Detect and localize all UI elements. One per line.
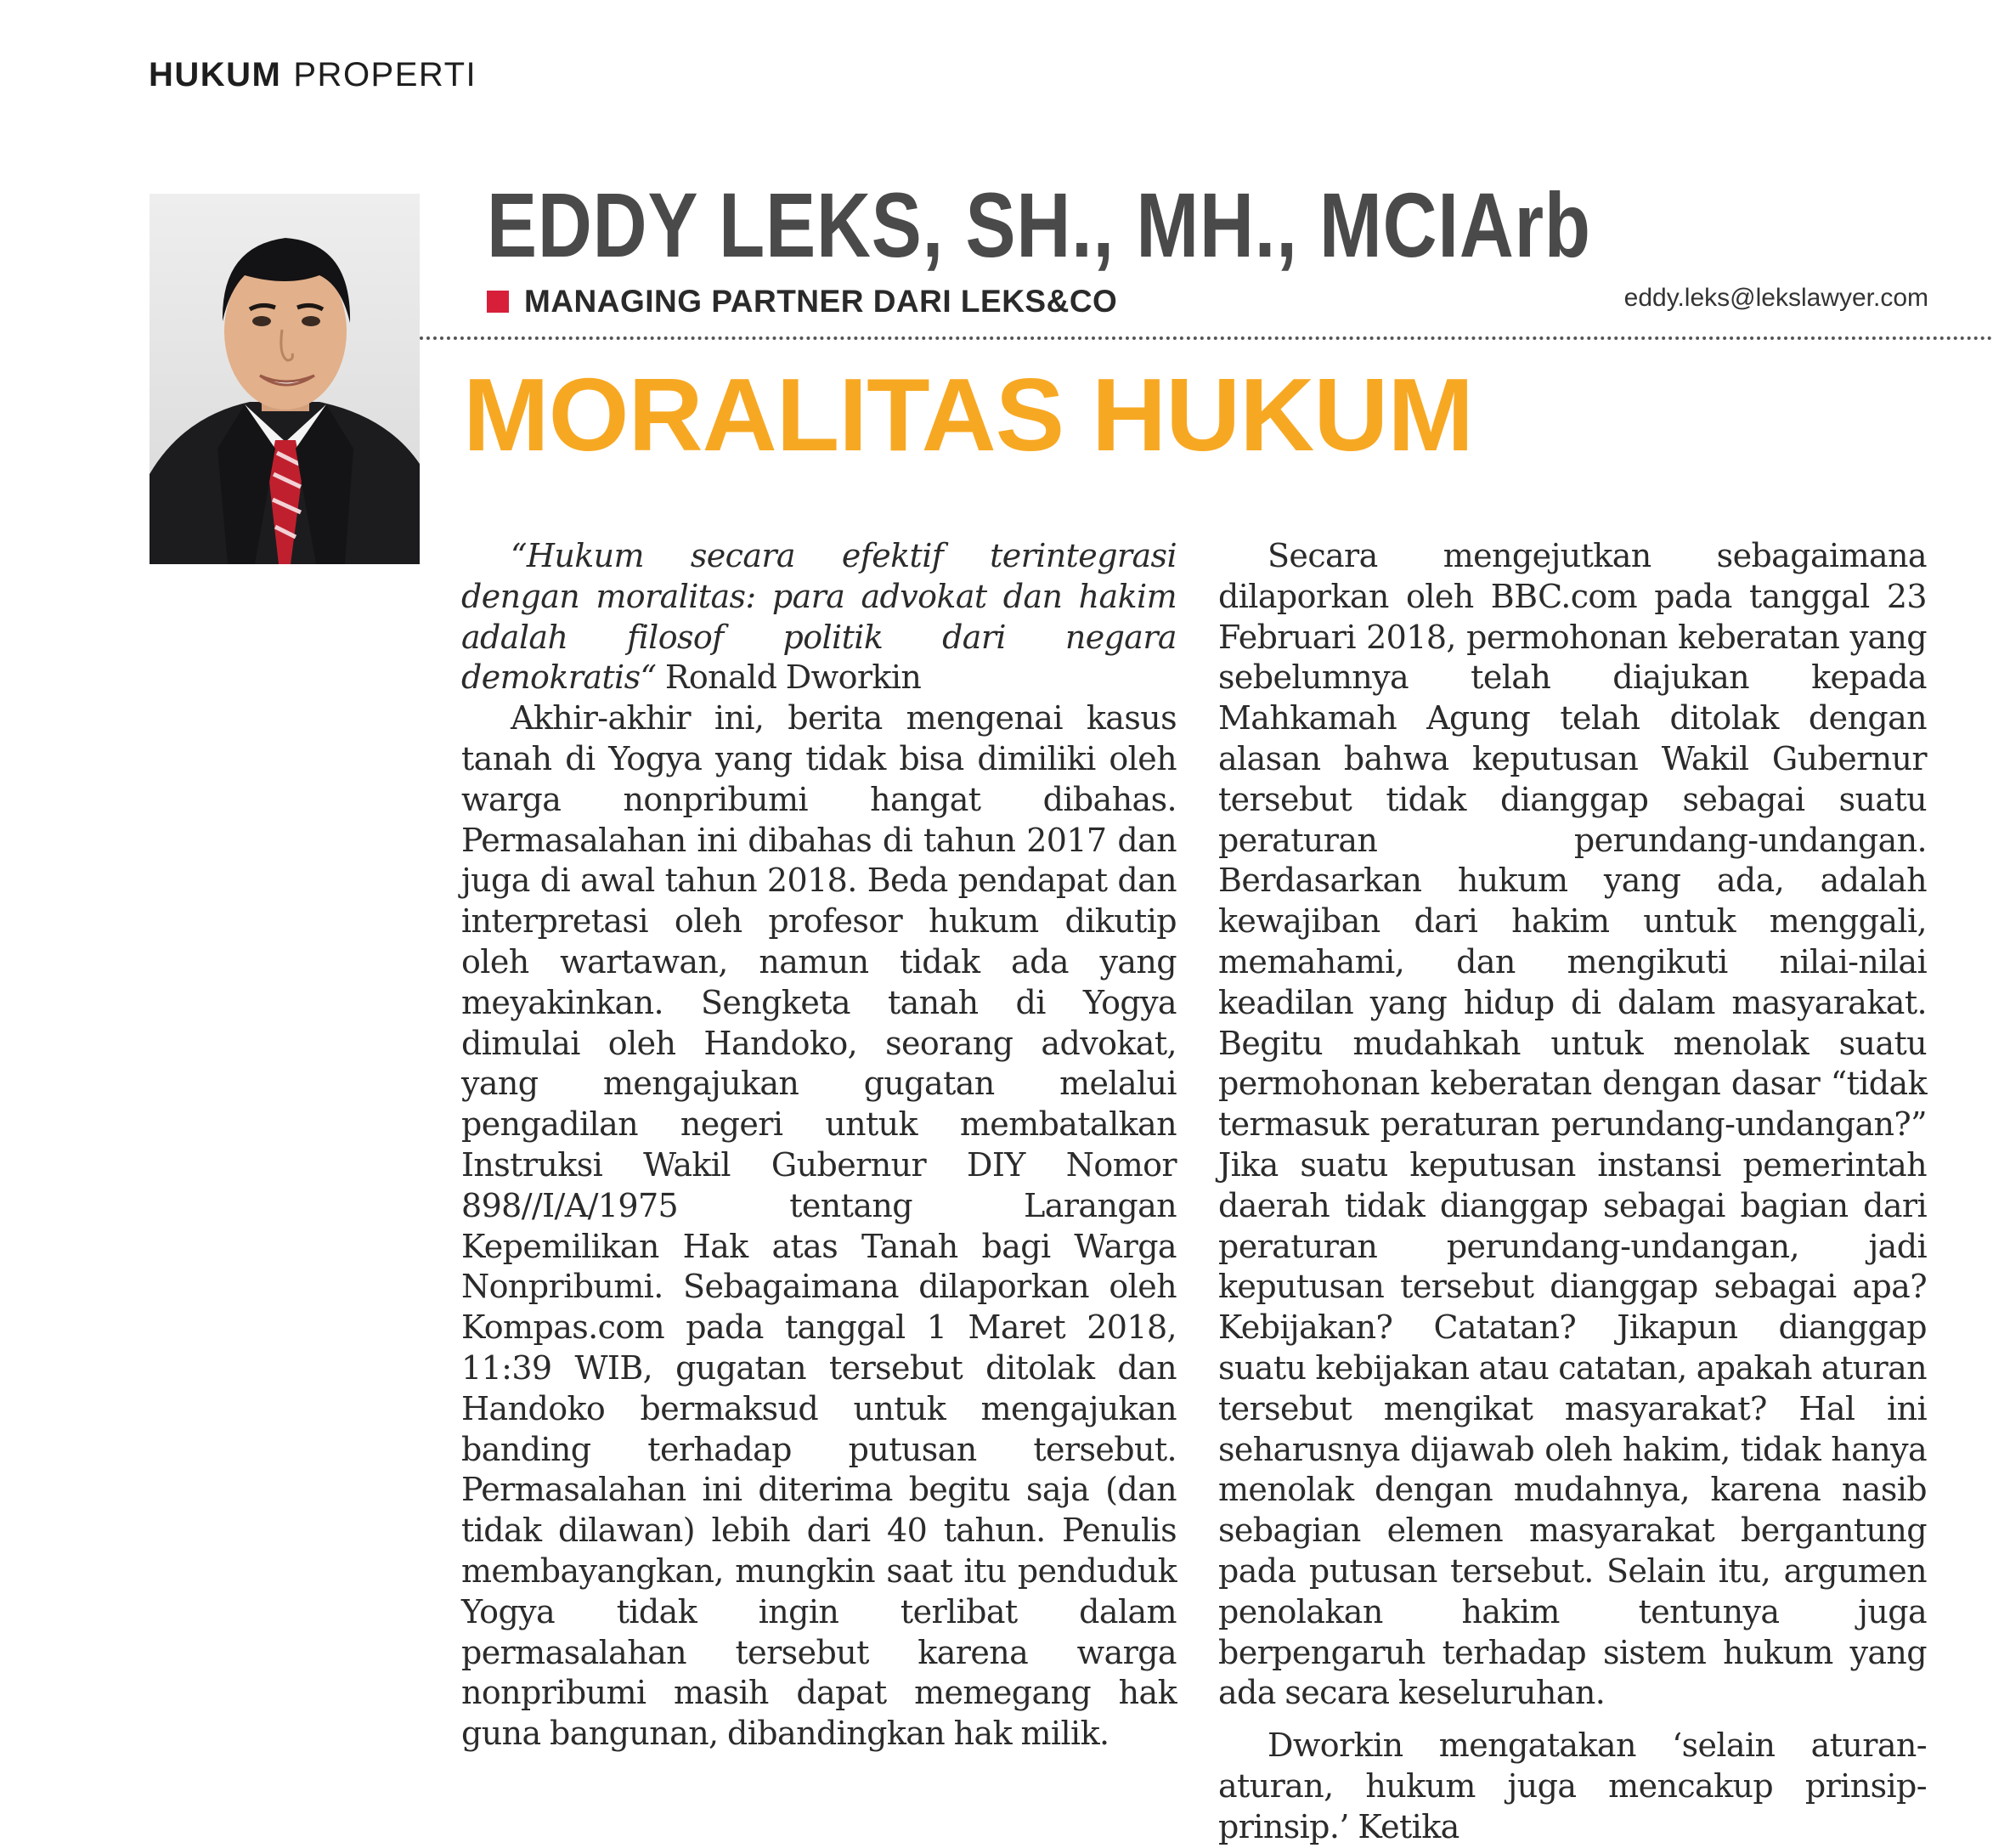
opening-quote-paragraph <box>461 536 1177 698</box>
author-role-line <box>487 283 1117 320</box>
article-column-right <box>1218 536 1927 1848</box>
role-marker-icon <box>487 291 509 313</box>
author-email[interactable]: eddy.leks@lekslawyer.com <box>1623 284 1928 312</box>
section-label-bold: HUKUM <box>149 56 282 93</box>
opening-quote: “Hukum secara efektif terintegrasi dengan moralitas: para advokat dan hakim adalah filosof politik dari negara demokratis“ <box>461 537 1177 697</box>
dotted-divider <box>420 336 1993 340</box>
article-column-left <box>461 536 1177 1755</box>
section-label <box>149 56 477 94</box>
author-role: MANAGING PARTNER DARI LEKS&CO <box>524 284 1118 319</box>
body-paragraph: Akhir-akhir ini, berita mengenai kasus tanah di Yogya yang tidak bisa dimiliki oleh warga nonpribumi hangat dibahas. Permasalahan ini dibahas di tahun 2017 dan juga di awal tahun 2018. Beda pendapat dan interpretasi oleh profesor hukum dikutip oleh wartawan, namun tidak ada yang meyakinkan. Sengketa tanah di Yogya dimulai oleh Handoko, seorang advokat, yang mengajukan gugatan melalui pengadilan negeri untuk membatalkan Instruksi Wakil Gubernur DIY Nomor 898//I/A/1975 tentang Larangan Kepemilikan Hak atas Tanah bagi Warga Nonpribumi. Sebagaimana dilaporkan oleh Kompas.com pada tanggal 1 Maret 2018, 11:39 WIB, gugatan tersebut ditolak dan Handoko bermaksud untuk mengajukan banding terhadap putusan tersebut. Permasalahan ini diterima begitu saja (dan tidak dilawan) lebih dari 40 tahun. Penulis membayangkan, mungkin saat itu penduduk Yogya tidak ingin terlibat dalam permasalahan tersebut karena warga nonpribumi masih dapat memegang hak guna bangunan, dibandingkan hak milik. <box>461 699 1177 1753</box>
author-photo <box>150 194 420 564</box>
article-headline: MORALITAS HUKUM <box>463 357 1474 472</box>
body-paragraph: Dworkin mengatakan ‘selain aturan-aturan, hukum juga mencakup prinsip-prinsip.’ Ketika <box>1218 1726 1927 1845</box>
quote-author: Ronald Dworkin <box>664 658 922 697</box>
body-paragraph: Secara mengejutkan sebagaimana dilaporkan oleh BBC.com pada tanggal 23 Februari 2018, permohonan keberatan yang sebelumnya telah diajukan kepada Mahkamah Agung telah ditolak dengan alasan bahwa keputusan Wakil Gubernur tersebut tidak dianggap sebagai suatu peraturan perundang-undangan. Berdasarkan hukum yang ada, adalah kewajiban dari hakim untuk menggali, memahami, dan mengikuti nilai-nilai keadilan yang hidup di dalam masyarakat. Begitu mudahkah untuk menolak suatu permohonan keberatan dengan dasar “tidak termasuk peraturan perundang-undangan?” Jika suatu keputusan instansi pemerintah daerah tidak dianggap sebagai bagian dari peraturan perundang-undangan, jadi keputusan tersebut dianggap sebagai apa? Kebijakan? Catatan? Jikapun dianggap suatu kebijakan atau catatan, apakah aturan tersebut mengikat masyarakat? Hal ini seharusnya dijawab oleh hakim, tidak hanya menolak dengan mudahnya, karena nasib sebagian elemen masyarakat bergantung pada putusan tersebut. Selain itu, argumen penolakan hakim tentunya juga berpengaruh terhadap sistem hukum yang ada secara keseluruhan. <box>1218 537 1927 1712</box>
section-label-light: PROPERTI <box>293 56 477 93</box>
author-portrait-image <box>150 194 420 564</box>
author-name: EDDY LEKS, SH., MH., MCIArb <box>487 173 1591 276</box>
